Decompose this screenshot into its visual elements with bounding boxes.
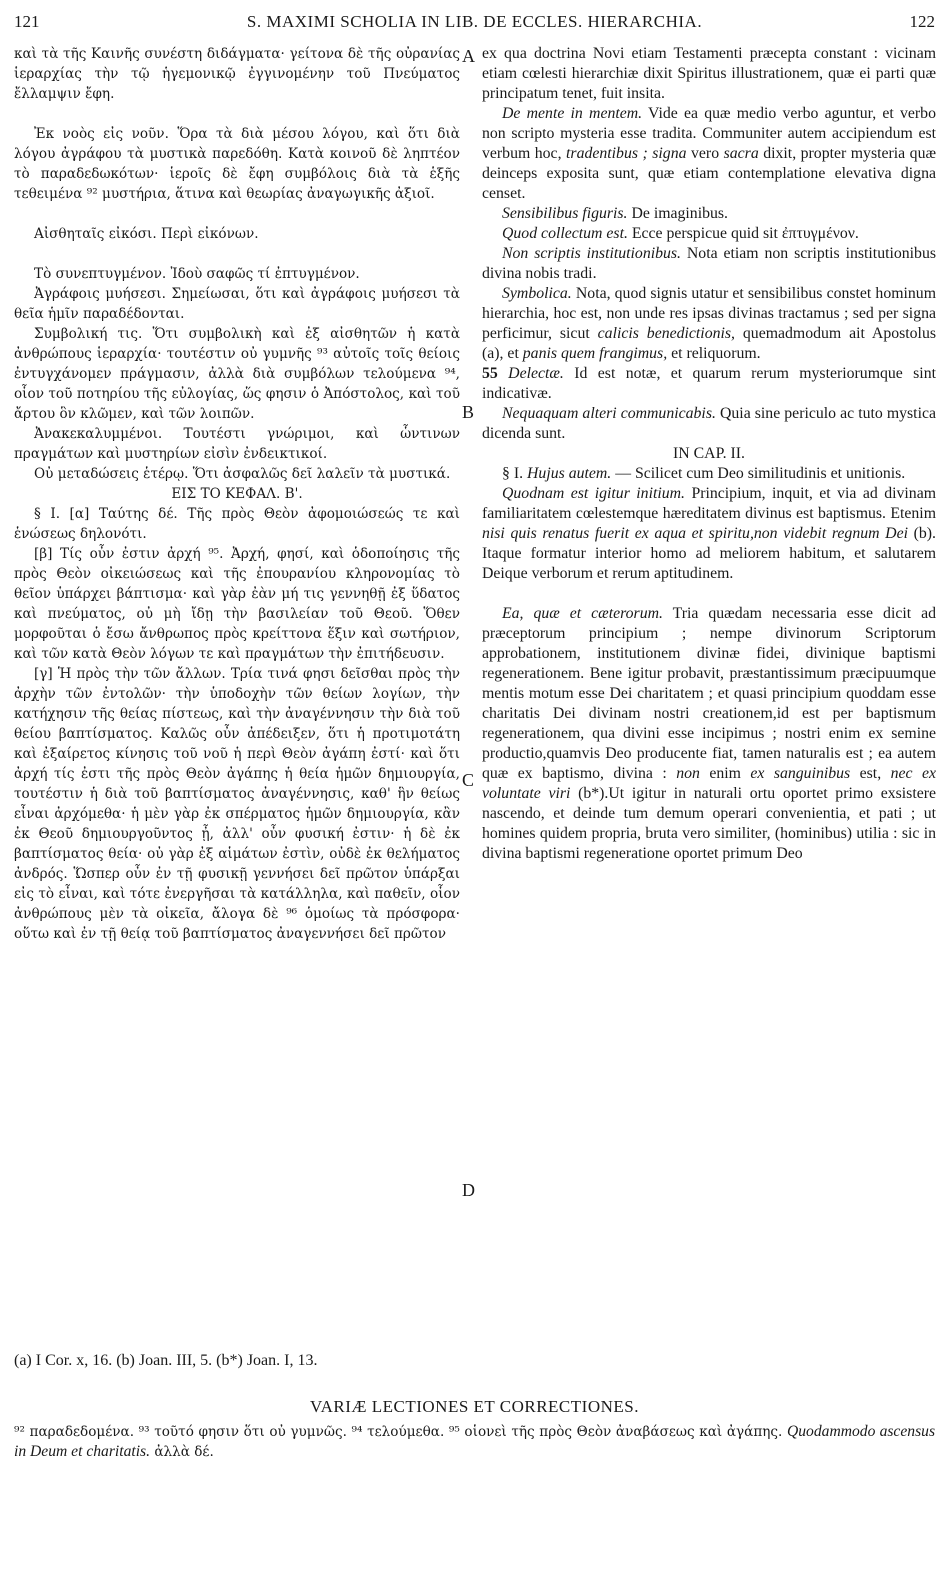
latin-paragraph: De mente in mentem. Vide ea quæ medio verbo aguntur, et verbo non scripto mysteria esse tradita. Communiter autem accipiendum est verbum hoc, tradentibus ; signa vero sacra dixit, propter mysteria quæ deinceps exposita sunt, quæ etiam contemplatione elevativa digna censet. [482,105,937,202]
greek-paragraph: [γ] Ἡ πρὸς τὴν τῶν ἄλλων. Τρία τινά φησι δεῖσθαι πρὸς τὴν ἀρχὴν τῶν ἐντολῶν· τὴν ὑποδοχὴν τῶν θείων λογίων, τὴν κατήχησιν τῆς θείας πίστεως, καὶ τὴν ἀναγέννησιν τὴν διὰ τοῦ θείου βαπτίσματος. Καλῶς οὖν ἀπέδειξεν, ὅτι ἡ προτιμοτάτη καὶ ἐξαίρετος κίνησις τοῦ νοῦ ἡ περὶ Θεὸν ἀγάπη ἐστί· καὶ ὅτι ἀρχή τίς ἐστι τῆς πρὸς Θεὸν ἀγάπης ἡ θεία ἡμῶν δημιουργία, τουτέστιν ἡ διὰ τοῦ βαπτίσματος ἀναγέννησις, καθ' ἣν θείως εἶναι ἀρχόμεθα· ἡ μὲν γὰρ ἐκ σπέρματος ἡμῶν δημιουργία, κἂν ἐκ Θεοῦ δημιουργοῦντος ᾖ, ἀλλ' οὖν φυσική ἐστιν· ἡ δὲ ἐκ βαπτίσματος θεία· οὐ γὰρ ἐξ αἱμάτων ἐστὶν, οὐδὲ ἐκ θελήματος ἀνδρός. Ὥσπερ οὖν ἐν τῇ φυσικῇ γεννήσει δεῖ πρῶτον ὑπάρξαι εἰς τὸ εἶναι, καὶ τότε ἐνεργῆσαι τὰ κατάλληλα, καὶ παθεῖν, οἷον ἀνθρώπους μὲν τὰ οἰκεῖα, ἄλογα δὲ ⁹⁶ ὁμοίως τὰ πρόσφορα· οὕτω καὶ ἐν τῇ θείᾳ τοῦ βαπτίσματος ἀναγεννήσει δεῖ πρῶτον [14,666,460,942]
greek-paragraph: Οὐ μεταδώσεις ἑτέρῳ. Ὅτι ἀσφαλῶς δεῖ λαλεῖν τὰ μυστικά. [34,466,451,482]
latin-paragraph: 55 Delectæ. Id est notæ, et quarum rerum mysteriorumque sint indicativæ. [482,365,936,402]
margin-letter-d: D [462,1180,475,1200]
greek-paragraph: Ἀνακεκαλυμμένοι. Τουτέστι γνώριμοι, καὶ ὧντινων πραγμάτων καὶ μυστηρίων εἰσὶν ἐνδεικτικοί. [14,426,460,462]
lemma: Sensibilibus figuris. [502,205,628,222]
greek-paragraph: καὶ τὰ τῆς Καινῆς συνέστη διδάγματα· γείτονα δὲ τῆς οὐρανίας ἱεραρχίας τὴν τῷ ἡγεμονικῷ ἐγγινομένην τοῦ Πνεύματος ἔλλαμψιν ἔφη. [14,46,460,102]
scripture-references: (a) I Cor. x, 16. (b) Joan. III, 5. (b*) Joan. I, 13. [14,1352,318,1369]
greek-paragraph: § I. [α] Ταύτης δέ. Τῆς πρὸς Θεὸν ἀφομοιώσεώς τε καὶ ἑνώσεως δηλονότι. [14,506,460,542]
latin-paragraph: Ea, quæ et cæterorum. Tria quædam necessaria esse dicit ad præceptorum principium ; nempe divinorum Scriptorum approbationem, institutionem divinæ fidei, divinique baptismi regenerationem. Bene igitur probavit, præstantissimum præcipuumque mentis motum esse Dei charitatem ; et quasi principium quoddam esse charitatis Dei divinam nostri creationem,id est per baptismum regenerationem, qua divini esse incipimus ; nostri enim ex semine productio,quamvis Deo producente fiat, tamen naturalis est ; ea autem quæ ex baptismo, divina : non enim ex sanguinibus est, nec ex voluntate viri (b*).Ut igitur in naturali ortu oportet primo exsistere nascendo, et deinde tum demum operari convenientia, et pati ; ut homines quidem propria, bruta vero similiter, (hominibus) utilia : sic in divina baptismi regeneratione oportet primum Deo [482,605,937,862]
variae-heading: VARIÆ LECTIONES ET CORRECTIONES. [310,1397,639,1416]
latin-paragraph: § I. Hujus autem. — Scilicet cum Deo similitudinis et unitionis. [502,465,906,482]
lemma: Ea, quæ et cæterorum. [502,605,663,622]
latin-paragraph: Sensibilibus figuris. De imaginibus. [502,205,728,222]
margin-letter-a: A [462,46,475,66]
latin-column [482,44,936,864]
latin-paragraph: Quodnam est igitur initium. Principium, inquit, et via ad divinam familiaritatem cœlestemque hæreditatem divinus est baptismus. Etenim nisi quis renatus fuerit ex aqua et spiritu,non videbit regnum Dei (b). Itaque formatur interior homo ad meliorem habitum, et salutarem Deique verborum et rerum aptitudinem. [482,485,936,582]
lemma: Hujus autem. [527,465,612,482]
lemma: Non scriptis institutionibus. [502,245,681,262]
greek-chapter-heading: ΕΙΣ ΤΟ ΚΕΦΑΛ. Β'. [171,486,303,502]
greek-column [14,44,460,944]
latin-paragraph: Quod collectum est. Ecce perspicue quid sit ἐπτυγμένον. [502,225,859,242]
lemma: De mente in mentem. [502,105,643,122]
section-number: 55 [482,365,498,382]
page-number-right: 122 [909,12,935,31]
greek-paragraph: Τὸ συνεπτυγμένον. Ἰδοὺ σαφῶς τί ἐπτυγμένον. [34,266,360,282]
margin-letter-b: B [462,402,475,422]
latin-paragraph: Nequaquam alteri communicabis. Quia sine periculo ac tuto mystica dicenda sunt. [482,405,936,442]
greek-paragraph: Αἰσθηταῖς εἰκόσι. Περὶ εἰκόνων. [34,226,259,242]
page-number-left: 121 [14,12,40,31]
running-title: S. MAXIMI SCHOLIA IN LIB. DE ECCLES. HIERARCHIA. [246,12,703,31]
lemma: Delectæ. [508,365,564,382]
variae-text: ⁹² παραδεδομένα. ⁹³ τοῦτό φησιν ὅτι οὐ γυμνῶς. ⁹⁴ τελούμεθα. ⁹⁵ οἱονεὶ τῆς πρὸς Θεὸν ἀναβάσεως καὶ ἀγάπης. Quodammodo ascensus in Deum et charitatis. ἀλλὰ δέ. [14,1423,936,1460]
latin-chapter-heading: IN CAP. II. [673,445,745,462]
lemma: Quodnam est igitur initium. [502,485,685,502]
latin-paragraph: Non scriptis institutionibus. Nota etiam non scriptis institutionibus divina nobis tradi. [482,245,936,282]
lemma: Quod collectum est. [502,225,628,242]
margin-letter-c: C [462,770,475,790]
latin-paragraph: ex qua doctrina Novi etiam Testamenti præcepta constant : vicinam etiam cœlesti hierarchiæ dixit Spiritus illustrationem, quæ ei parti quæ principatum tenet, fuit insita. [482,45,936,102]
running-header [14,12,935,40]
lemma: Symbolica. [502,285,572,302]
greek-paragraph: Συμβολική τις. Ὅτι συμβολικὴ καὶ ἐξ αἰσθητῶν ἡ κατὰ ἀνθρώπους ἱεραρχία· τουτέστιν οὐ γυμνῆς ⁹³ αὐτοῖς τοῖς θείοις ἐντυγχάνομεν πράγμασιν, ἀλλὰ διὰ συμβόλων τελούμενα ⁹⁴, οἷον τοῦ ποτηρίου τῆς εὐλογίας, ὥς φησιν ὁ Ἀπόστολος, καὶ τοῦ ἄρτου ὃν κλῶμεν, καὶ τῶν λοιπῶν. [14,326,460,422]
greek-paragraph: [β] Τίς οὖν ἐστιν ἀρχή ⁹⁵. Ἀρχή, φησί, καὶ ὁδοποίησις τῆς πρὸς Θεὸν οἰκειώσεως καὶ τῆς ἐπουρανίου κληρονομίας τὸ θεῖον ὑπάρχει βάπτισμα· καὶ γὰρ ἐὰν μή τις γεννηθῇ ἐξ ὕδατος καὶ πνεύματος, οὐ μὴ ἴδῃ τὴν βασιλείαν τοῦ Θεοῦ. Ὅθεν μορφοῦται ὁ ἔσω ἄνθρωπος πρὸς κρείττονα ἕξιν καὶ σωτήριον, καὶ τῶν κατὰ Θεὸν λόγων τε καὶ πραγμάτων τὴν ἐπιτήδευσιν. [14,546,460,662]
lemma: Nequaquam alteri communicabis. [502,405,716,422]
greek-paragraph: Ἀγράφοις μυήσεσι. Σημείωσαι, ὅτι καὶ ἀγράφοις μυήσεσι τὰ θεῖα ἡμῖν παραδέδονται. [14,286,460,322]
greek-paragraph: Ἐκ νοὸς εἰς νοῦν. Ὅρα τὰ διὰ μέσου λόγου, καὶ ὅτι διὰ λόγου ἀγράφου τὰ μυστικὰ παρεδόθη. Κατὰ κοινοῦ δὲ ληπτέον τὸ παραδεδωκότων· ἱεροῖς δὲ ἔφη συμβόλοις διὰ τὰ ἑξῆς τεθειμένα ⁹² μυστήρια, ἅτινα καὶ θεωρίας ἀναγωγικῆς ἀξιοῖ. [14,126,460,202]
latin-paragraph: Symbolica. Nota, quod signis utatur et sensibilibus constet hominum hierarchia, hoc est, non unde res ipsas divinas tractamus ; sed per signa perficimur, sicut calicis benedictionis, quemadmodum ait Apostolus (a), et panis quem frangimus, et reliquorum. [482,285,936,362]
